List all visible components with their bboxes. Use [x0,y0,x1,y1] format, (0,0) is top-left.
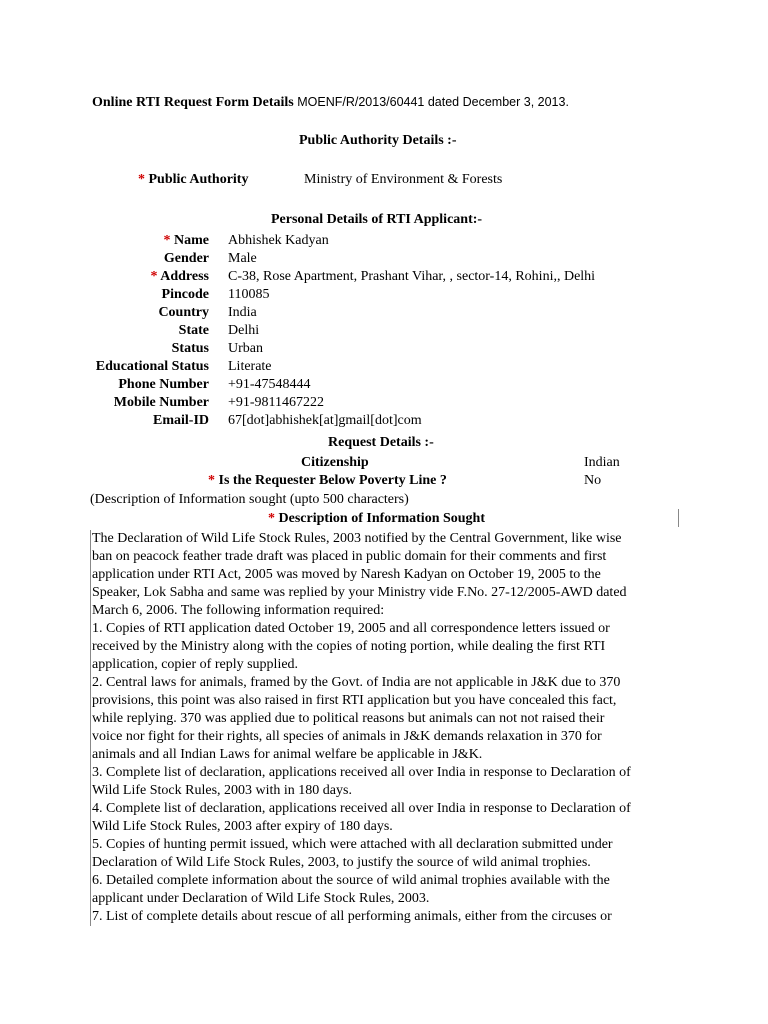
description-heading [268,511,485,527]
label-text: Address [160,269,209,284]
public-authority-label [138,172,248,188]
required-marker: * [150,269,158,284]
field-label [0,323,209,339]
description-line: 3. Complete list of declaration, applications received all over India in response to Declaration of [92,765,631,780]
citizenship-label: Citizenship [301,455,369,470]
label-text: State [178,323,209,338]
description-line: voice nor fight for their rights, all species of animals in J&K demands relaxation in 370 for [92,729,602,744]
request-reference: MOENF/R/2013/60441 dated December 3, 2013. [297,95,569,109]
label-text: Mobile Number [113,395,209,410]
description-line: 1. Copies of RTI application dated October 19, 2005 and all correspondence letters issued or [92,621,610,636]
label-text: Email-ID [153,413,209,428]
description-line: application under RTI Act, 2005 was moved by Naresh Kadyan on October 19, 2005 to the [92,567,601,582]
field-value: 67[dot]abhishek[at]gmail[dot]com [228,413,422,428]
label-text: Name [174,233,209,248]
description-line: 4. Complete list of declaration, applications received all over India in response to Declaration of [92,801,631,816]
field-value: +91-47548444 [228,377,311,392]
description-line: 6. Detailed complete information about the source of wild animal trophies available with the [92,873,610,888]
label-text: Is the Requester Below Poverty Line ? [218,473,447,488]
field-value: +91-9811467222 [228,395,325,410]
field-label [0,377,209,393]
label-text: Public Authority [148,172,249,187]
description-line: animals and all Indian Laws for animal welfare be applicable in J&K. [92,747,483,762]
description-line: applicant under Declaration of Wild Life Stock Rules, 2003. [92,891,430,906]
description-line: ban on peacock feather trade draft was placed in public domain for their comments and first [92,549,607,564]
request-details-heading: Request Details :- [328,435,434,450]
field-value: India [228,305,257,320]
label-text: Educational Status [95,359,209,374]
label-text: Gender [163,251,209,266]
description-line: while replying. 370 was applied due to political reasons but animals can not not raised their [92,711,605,726]
field-value: Male [228,251,257,266]
description-line: 2. Central laws for animals, framed by the Govt. of India are not applicable in J&K due to 370 [92,675,621,690]
description-line: application, copier of reply supplied. [92,657,299,672]
field-label [0,233,209,249]
field-value: 110085 [228,287,270,302]
required-marker: * [138,172,145,187]
field-value: Delhi [228,323,260,338]
field-value: Literate [228,359,272,374]
label-text: Pincode [161,287,209,302]
text-cursor [678,509,679,527]
required-marker: * [208,473,215,488]
field-label [0,413,209,429]
title-text: Online RTI Request Form Details [92,95,294,110]
bpl-label [208,473,447,489]
public-authority-value: Ministry of Environment & Forests [304,172,503,187]
field-label [0,341,209,357]
document-title [92,95,569,111]
field-value: Abhishek Kadyan [228,233,329,248]
field-label [0,305,209,321]
field-label [0,269,209,285]
required-marker: * [163,233,171,248]
bpl-value: No [584,473,602,488]
field-label [0,359,209,375]
label-text: Description of Information Sought [278,511,486,526]
label-text: Phone Number [118,377,209,392]
description-line: Declaration of Wild Life Stock Rules, 2003, to justify the source of wild animal trophies. [92,855,591,870]
label-text: Country [158,305,209,320]
public-authority-heading: Public Authority Details :- [299,133,457,148]
field-label [0,395,209,411]
description-line: March 6, 2006. The following information required: [92,603,385,618]
description-note: (Description of Information sought (upto 500 characters) [90,492,409,507]
description-line: Wild Life Stock Rules, 2003 with in 180 days. [92,783,352,798]
field-label [0,287,209,303]
description-line: 7. List of complete details about rescue of all performing animals, either from the circuses or [92,909,612,924]
description-line: received by the Ministry along with the copies of noting portion, while dealing the first RTI [92,639,606,654]
description-text-area[interactable] [90,530,682,926]
required-marker: * [268,511,275,526]
description-line: Speaker, Lok Sabha and same was replied by your Ministry vide F.No. 27-12/2005-AWD dated [92,585,627,600]
field-value: C-38, Rose Apartment, Prashant Vihar, , sector-14, Rohini,, Delhi [228,269,596,284]
citizenship-value: Indian [584,455,620,470]
label-text: Status [171,341,209,356]
description-line: Wild Life Stock Rules, 2003 after expiry of 180 days. [92,819,393,834]
description-line: 5. Copies of hunting permit issued, which were attached with all declaration submitted under [92,837,613,852]
field-label [0,251,209,267]
field-value: Urban [228,341,263,356]
description-line: provisions, this point was also raised in first RTI application but you have concealed this fact, [92,693,617,708]
description-line: The Declaration of Wild Life Stock Rules, 2003 notified by the Central Government, like wise [92,531,622,546]
personal-details-heading: Personal Details of RTI Applicant:- [271,212,483,227]
